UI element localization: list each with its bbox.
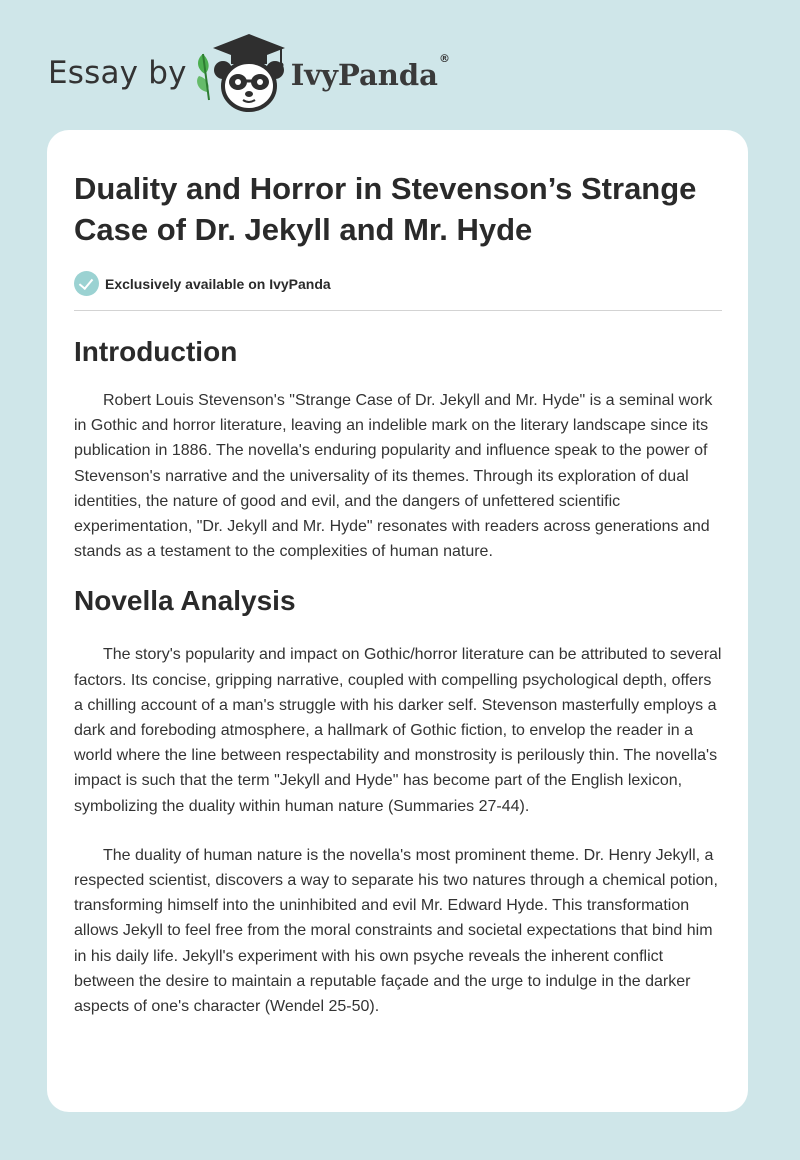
check-circle-icon (74, 271, 99, 296)
article-title: Duality and Horror in Stevenson’s Strange Case of Dr. Jekyll and Mr. Hyde (74, 171, 697, 247)
panda-graduate-icon[interactable] (193, 30, 289, 116)
registered-mark: ® (438, 52, 450, 65)
section-heading-novella-analysis: Novella Analysis (74, 585, 296, 617)
paragraph: Robert Louis Stevenson's "Strange Case of Dr. Jekyll and Mr. Hyde" is a seminal work in Gothic and horror literature, leaving an indelible mark on the literary landscape since its publication in 1886. The novella's enduring popularity and influence speak to the power of Stevenson's narrative and the universality of its themes. Through its exploration of dual identities, the nature of good and evil, and the dangers of unfettered scientific experimentation, "Dr. Jekyll and Mr. Hyde" resonates with readers across generations and stands as a testament to the complexities of human nature. (74, 392, 713, 561)
paragraph: The duality of human nature is the novella's most prominent theme. Dr. Henry Jekyll, a respected scientist, discovers a way to separate his two natures through a chemical potion, transforming himself into the uninhibited and evil Mr. Edward Hyde. This transformation allows Jekyll to feel free from the moral constraints and societal expectations that bind him in his daily life. Jekyll's experiment with his own psyche reveals the inherent conflict between the desire to maintain a reputable façade and the urge to indulge in the darker aspects of one's character (Wendel 25-50). (74, 846, 718, 1016)
site-header (48, 30, 450, 116)
leaf-icon (197, 54, 209, 100)
article-card (47, 130, 748, 1112)
brand-name[interactable]: IvyPanda® (290, 52, 450, 92)
exclusive-badge (74, 271, 722, 296)
section-heading-introduction: Introduction (74, 336, 238, 367)
essay-by-label: Essay by (48, 55, 187, 91)
exclusive-badge-text: Exclusively available on IvyPanda (105, 275, 331, 292)
divider (74, 310, 722, 311)
paragraph: The story's popularity and impact on Gothic/horror literature can be attributed to several factors. Its concise, gripping narrative, coupled with compelling psychological depth, offers a chilling account of a man's struggle with his darker self. Stevenson masterfully employs a dark and foreboding atmosphere, a hallmark of Gothic fiction, to envelop the reader in a world where the line between respectability and monstrosity is perilously thin. The novella's impact is such that the term "Jekyll and Hyde" has become part of the English lexicon, symbolizing the duality within human nature (Summaries 27-44). (74, 646, 722, 815)
